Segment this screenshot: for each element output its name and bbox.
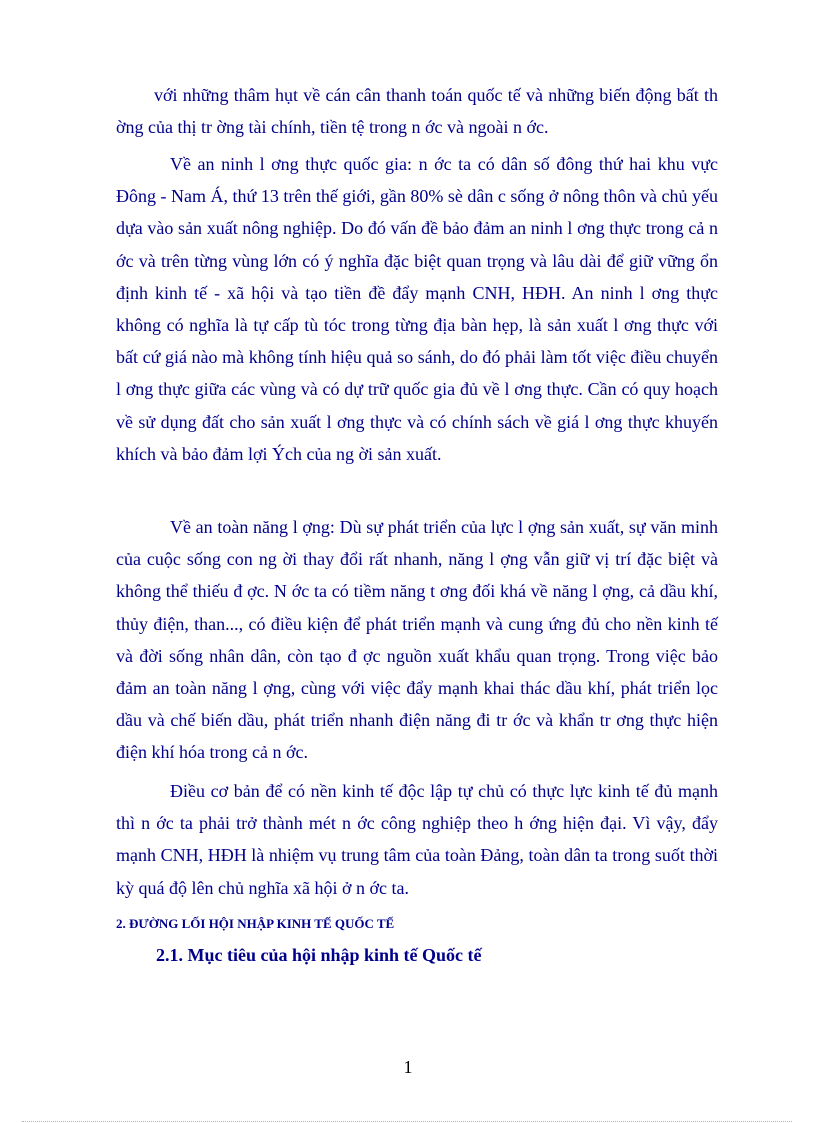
paragraph-food-security: Về an ninh l ơng thực quốc gia: n ớc ta có dân số đông thứ hai khu vực Đông - Nam Á, thứ 13 trên thế giới, gần 80% sè dân c sống ở nông thôn và chủ yếu dựa vào sản xuất nông nghiệp. Do đó vấn đề bảo đảm an ninh l ơng thực trong cả n ớc và trên từng vùng lớn có ý nghĩa đặc biệt quan trọng và lâu dài để giữ vững ổn định kinh tế - xã hội và tạo tiền đề đẩy mạnh CNH, HĐH. An ninh l ơng thực không có nghĩa là tự cấp tù tóc trong từng địa bàn hẹp, là sản xuất l ơng thực với bất cứ giá nào mà không tính hiệu quả so sánh, do đó phải làm tốt việc điều chuyển l ơng thực giữa các vùng và có dự trữ quốc gia đủ về l ơng thực. Cần có quy hoạch về sử dụng đất cho sản xuất l ơng thực và có chính sách về giá l ơng thực khuyến khích và bảo đảm lợi Ých của ng ời sản xuất.: [116, 154, 718, 464]
sub-heading: 2.1. Mục tiêu của hội nhập kinh tế Quốc tế: [156, 945, 482, 965]
paragraph-balance-of-payments: với những thâm hụt về cán cân thanh toán quốc tế và những biến động bất th ờng của thị tr ờng tài chính, tiền tệ trong n ớc và ngoài n ớc.: [116, 85, 718, 138]
footer-divider: [22, 1121, 792, 1122]
paragraph-industrialization: Điều cơ bản để có nền kinh tế độc lập tự chủ có thực lực kinh tế đủ mạnh thì n ớc ta phải trở thành mét n ớc công nghiệp theo h ớng hiện đại. Vì vậy, đẩy mạnh CNH, HĐH là nhiệm vụ trung tâm của toàn Đảng, toàn dân ta trong suốt thời kỳ quá độ lên chủ nghĩa xã hội ở n ớc ta.: [116, 781, 718, 898]
paragraph-energy-security: Về an toàn năng l ợng: Dù sự phát triển của lực l ợng sản xuất, sự văn minh của cuộc sống con ng ời thay đổi rất nhanh, năng l ợng vẫn giữ vị trí đặc biệt và không thể thiếu đ ợc. N ớc ta có tiềm năng t ơng đối khá về năng l ợng, cả dầu khí, thủy điện, than..., có điều kiện để phát triển mạnh và cung ứng đủ cho nền kinh tế và đời sống nhân dân, còn tạo đ ợc nguồn xuất khẩu quan trọng. Trong việc bảo đảm an toàn năng l ợng, cùng với việc đẩy mạnh khai thác dầu khí, phát triển lọc dầu và chế biến dầu, phát triển nhanh điện năng đi tr ớc và khẩn tr ơng thực hiện điện khí hóa trong cả n ớc.: [116, 517, 718, 763]
page-number: 1: [403, 1057, 413, 1077]
section-heading: 2. ĐƯỜNG LỐI HỘI NHẬP KINH TẾ QUỐC TẾ: [116, 916, 395, 931]
